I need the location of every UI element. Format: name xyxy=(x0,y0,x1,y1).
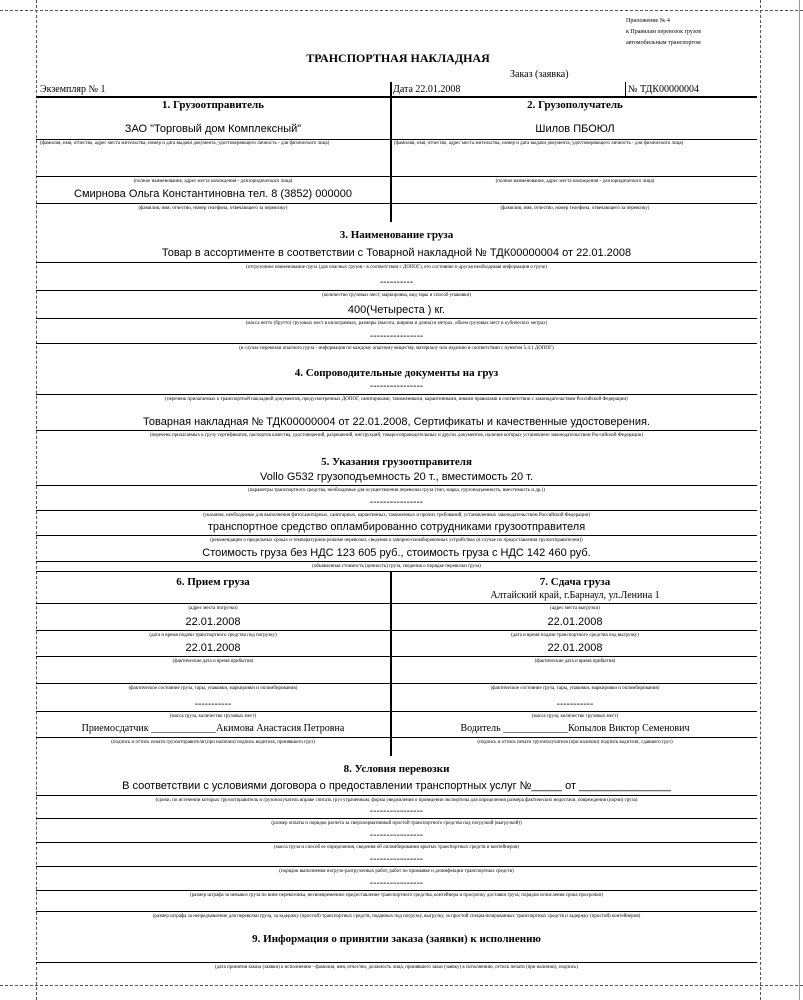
s2-line-2 xyxy=(392,176,757,177)
s6-hint-2: (дата и время подачи транспортного средства под погрузку) xyxy=(149,633,277,638)
s2-line-3 xyxy=(392,203,757,204)
s7-line-3 xyxy=(392,656,757,657)
s6-line-1 xyxy=(36,603,390,604)
s6-hint-1: (адрес места погрузки) xyxy=(188,606,238,611)
s6-line-6 xyxy=(36,737,390,738)
s5-vehicle: Vollo G532 грузоподъемность 20 т., вместимость 20 т. xyxy=(259,471,534,483)
s8-line-2 xyxy=(36,818,757,819)
s4-dash-1: ---------------- xyxy=(369,381,424,392)
s7-hint-1: (адрес места выгрузки) xyxy=(550,606,600,611)
s7-line-4 xyxy=(392,683,757,684)
s8-line-4 xyxy=(36,866,757,867)
s2-line-1 xyxy=(392,139,757,140)
appendix-line-3: автомобильным транспортом xyxy=(626,40,701,46)
s7-line-5 xyxy=(392,711,757,712)
s9-hint-1: (дата принятия заказа (заявки) к исполнению - фамилия, имя, отчество, должность лица, принявшего заказ (заявку) к исполнению, оттиск печати (при наличии), подпись) xyxy=(215,965,578,970)
copy-number: Экземпляр № 1 xyxy=(40,84,106,95)
s1-shipper-name: ЗАО "Торговый дом Комплексный" xyxy=(124,123,302,135)
appendix-line-1: Приложение № 4 xyxy=(626,18,670,24)
document-number: № ТДК00000004 xyxy=(628,84,700,95)
s7-address: Алтайский край, г.Барнаул, ул.Ленина 1 xyxy=(490,590,660,601)
s1-s2-divider xyxy=(390,82,392,222)
s1-line-1 xyxy=(36,139,390,140)
s4-line-1 xyxy=(36,394,757,395)
header-rule xyxy=(36,96,757,98)
s5-dash-1: ---------------- xyxy=(369,497,424,508)
s8-hint-6: (размер штрафа за непредъявление для перевозки груза, за задержку (простой) транспортных средств, поданных под погрузку, выгрузку, за простой специализированных транспортных средств и задержку (простой) контейнеров) xyxy=(152,914,641,919)
s9-title: 9. Информация о принятии заказа (заявки) к исполнению xyxy=(252,933,541,945)
s6-hint-6: (подпись и оттиск печати грузоотправителя (при наличии) подпись водителя, принявшего груз) xyxy=(111,740,315,745)
s6-signature: Приемосдатчик _____________Акимова Анастасия Петровна xyxy=(81,723,345,734)
s3-hint-3: (масса нетто (брутто) грузовых мест в килограммах, размеры (высота, ширина и длина) в метрах, объем грузовых мест в кубических метрах) xyxy=(245,321,548,326)
s2-hint-3: (фамилия, имя, отчество, номер телефона, отвечающего за перевозку) xyxy=(500,206,650,211)
s1-title: 1. Грузоотправитель xyxy=(162,99,264,111)
order-label: Заказ (заявка) xyxy=(510,69,569,80)
s4-hint-2: (перечень прилагаемых к грузу сертификатов, паспортов качества, удостоверений, разрешений, инструкций, товаросопроводительных и других документов, наличие которых установлено законодательством Российской Федерации) xyxy=(149,433,644,438)
s7-date-2: 22.01.2008 xyxy=(547,642,603,654)
s2-hint-2: (полное наименование, адрес места нахождения - для юридического лица) xyxy=(495,179,655,184)
s2-title: 2. Грузополучатель xyxy=(527,99,623,111)
s7-date-1: 22.01.2008 xyxy=(547,616,603,628)
s6-date-2: 22.01.2008 xyxy=(185,642,241,654)
s7-line-1 xyxy=(392,603,757,604)
s3-line-2 xyxy=(36,290,757,291)
s5-hint-1: (параметры транспортного средства, необходимые для осуществления перевозки груза (тип, марка, грузоподъемность, вместимость и др.)) xyxy=(248,488,545,493)
s3-hint-1: (отгрузочное наименование груза (для опасных грузов - в соответствии с ДОПОГ), его состояние и другая необходимая информация о грузе) xyxy=(246,265,547,270)
s3-danger-value: ---------------- xyxy=(369,331,424,342)
s6-hint-3: (фактические дата и время прибытия) xyxy=(172,659,254,664)
s5-hint-2: (указания, необходимые для выполнения фитосанитарных, санитарных, карантинных, таможенных и прочих требований, установленных законодательством Российской Федерации) xyxy=(202,513,591,518)
s3-line-3 xyxy=(36,318,757,319)
s6-title: 6. Прием груза xyxy=(176,576,250,588)
s5-hint-4: (объявленная стоимость (ценность) груза, сведения о порядке перевозки груза) xyxy=(312,564,481,569)
s6-line-4 xyxy=(36,683,390,684)
s5-line-1 xyxy=(36,485,757,486)
s3-line-4 xyxy=(36,343,757,344)
s3-title: 3. Наименование груза xyxy=(339,229,454,241)
s8-title: 8. Условия перевозки xyxy=(343,763,450,775)
s6-date-1: 22.01.2008 xyxy=(185,616,241,628)
number-divider xyxy=(625,82,626,96)
bottom-margin-guide xyxy=(0,985,803,986)
s1-line-2 xyxy=(36,176,390,177)
top-margin-guide xyxy=(0,10,803,11)
s8-hint-1: (сроки, по истечении которых грузоотправитель и грузополучатель вправе считать груз утраченным, форма уведомления о проведении экспертизы для определения размера фактических недостачи, повреждения (порчи) груза) xyxy=(155,798,638,803)
s6-line-2 xyxy=(36,630,390,631)
s5-hint-3: (рекомендации о предельных сроках и температурном режиме перевозки, сведения о запорно-пломбировочных устройствах (в случае их предоставления грузоотправителем)) xyxy=(210,538,583,543)
appendix-line-2: к Правилам перевозок грузов xyxy=(626,29,702,35)
s4-title: 4. Сопроводительные документы на груз xyxy=(294,367,499,379)
s8-hint-5: (размер штрафа за невывоз груза по вине перевозчика, несвоевременное предоставление транспортного средства, контейнера и просрочку доставки груза; порядок исчисления срока просрочки) xyxy=(189,893,604,898)
s8-hint-2: (размер оплаты и порядок расчета за сверхнормативный простой транспортного средства под погрузкой (выгрузкой)) xyxy=(271,821,522,826)
s7-hint-3: (фактические дата и время прибытия) xyxy=(534,659,616,664)
s6-hint-5: (масса груза, количество грузовых мест) xyxy=(169,714,257,719)
s4-documents: Товарная накладная № ТДК00000004 от 22.01.2008, Сертификаты и качественные удостоверения. xyxy=(143,416,650,428)
s5-title: 5. Указания грузоотправителя xyxy=(321,456,472,468)
s1-hint-1: (фамилия, имя, отчество, адрес места жительства, номер и дата выдачи документа, удостоверяющего личность - для физического лица) xyxy=(40,141,330,146)
s1-hint-2: (полное наименование, адрес места нахождения - для юридического лица) xyxy=(133,179,293,184)
s5-cost: Стоимость груза без НДС 123 605 руб., стоимость груза с НДС 142 460 руб. xyxy=(202,547,591,559)
s2-consignee-name: Шилов ПБОЮЛ xyxy=(535,123,615,135)
s8-dash-3: ---------------- xyxy=(369,854,424,865)
s5-line-3 xyxy=(36,535,757,536)
s3-hint-2: (количество грузовых мест, маркировка, вид тары и способ упаковки) xyxy=(322,293,471,298)
page-edge-line xyxy=(799,0,800,1000)
s7-hint-5: (масса груза, количество грузовых мест) xyxy=(531,714,619,719)
s7-line-2 xyxy=(392,630,757,631)
s5-line-2 xyxy=(36,510,757,511)
s6-line-3 xyxy=(36,656,390,657)
s7-hint-6: (подпись и оттиск печати грузополучателя (при наличии) подпись водителя, сдавшего груз) xyxy=(477,740,673,745)
s1-line-3 xyxy=(36,203,390,204)
s5-seal: транспортное средство опламбированно сотрудниками грузоотправителя xyxy=(207,521,586,533)
s7-hint-2: (дата и время подачи транспортного средства под выгрузку) xyxy=(511,633,639,638)
s8-hint-4: (порядок выполнения погрузо-разгрузочных работ, работ по промывке и дезинфекции транспортных средств) xyxy=(279,869,514,874)
s8-line-3 xyxy=(36,842,757,843)
s6-hint-4: (фактическое состояние груза, тары, упаковки, маркировки и опломбирования) xyxy=(128,686,298,691)
s5-bottom-rule xyxy=(36,571,757,572)
document-title: ТРАНСПОРТНАЯ НАКЛАДНАЯ xyxy=(306,51,490,65)
s7-hint-4: (фактическое состояние груза, тары, упаковки, маркировки и опломбирования) xyxy=(490,686,660,691)
s8-dash-1: ---------------- xyxy=(369,806,424,817)
s2-hint-1: (фамилия, имя, отчество, адрес места жительства, номер и дата выдачи документа, удостоверяющего личность - для физического лица) xyxy=(394,141,684,146)
s7-mass-value: ----------- xyxy=(556,699,594,710)
s4-line-2 xyxy=(36,430,757,431)
s3-places-value: ---------- xyxy=(379,277,414,288)
s8-hint-3: (масса груза и способ ее определения, сведения об опломбировании крытых транспортных средств и контейнеров) xyxy=(273,845,520,850)
document-date: Дата 22.01.2008 xyxy=(393,84,461,95)
s3-hint-4: (в случае перевозки опасного груза - информация по каждому опасному веществу, материалу или изделию в соответствии с пунктом 5.4.1 ДОПОГ) xyxy=(239,346,554,351)
right-margin-guide xyxy=(760,0,761,1000)
s8-contract: В соответствии с условиями договора о предоставлении транспортных услуг №_____ от _______________ xyxy=(122,780,671,792)
s3-weight: 400(Четыреста ) кг. xyxy=(347,304,446,316)
s1-hint-3: (фамилия, имя, отчество, номер телефона, отвечающего за перевозку) xyxy=(138,206,288,211)
s4-hint-1: (перечень прилагаемых к транспортной накладной документов, предусмотренных ДОПОГ, санитарными, таможенными, карантинными, иными правилами в соответствии с законодательством Российской Федерации) xyxy=(165,397,628,402)
s5-line-4 xyxy=(36,561,757,562)
s6-line-5 xyxy=(36,711,390,712)
s8-line-5 xyxy=(36,890,757,891)
s8-line-6 xyxy=(36,911,757,912)
s8-dash-4: ---------------- xyxy=(369,878,424,889)
s7-line-6 xyxy=(392,737,757,738)
s6-s7-divider xyxy=(390,571,392,756)
s1-contact: Смирнова Ольга Константиновна тел. 8 (3852) 000000 xyxy=(74,188,352,200)
s8-line-1 xyxy=(36,795,757,796)
s9-line-1 xyxy=(36,962,757,963)
s3-line-1 xyxy=(36,262,757,263)
s7-title: 7. Сдача груза xyxy=(539,576,611,588)
s8-dash-2: ---------------- xyxy=(369,830,424,841)
s3-cargo-name: Товар в ассортименте в соответствии с Товарной накладной № ТДК00000004 от 22.01.2008 xyxy=(161,247,632,259)
s6-mass-value: ----------- xyxy=(194,699,232,710)
s7-signature: Водитель _____________Копылов Виктор Семенович xyxy=(460,723,690,734)
